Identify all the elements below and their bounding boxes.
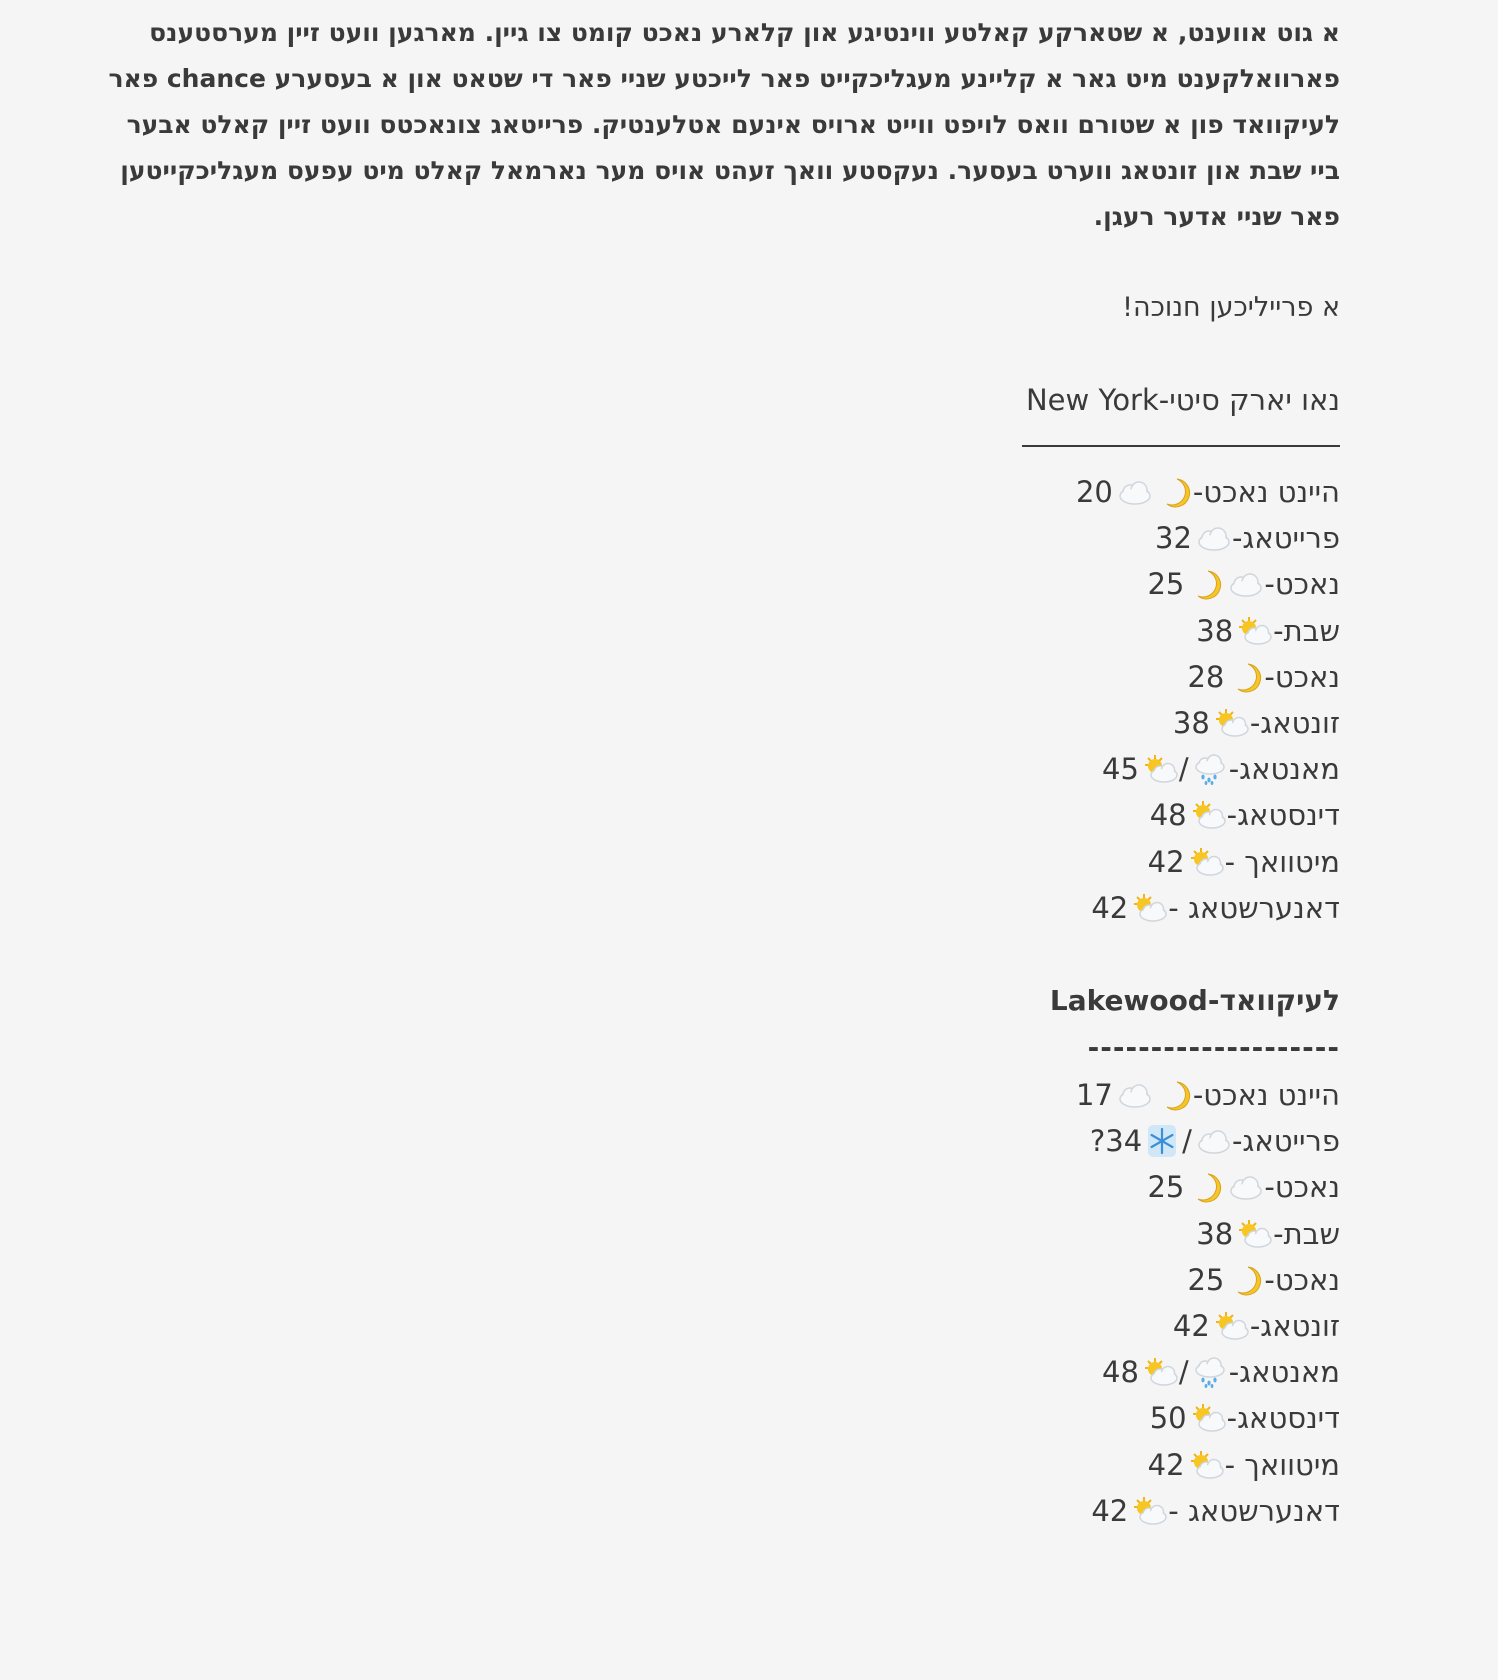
day-label: מיטוואך -	[1224, 844, 1340, 879]
day-label: נאכט-	[1264, 567, 1340, 602]
day-label: נאכט-	[1264, 1170, 1340, 1205]
moon-icon	[1153, 476, 1193, 508]
temperature: 42	[1091, 1493, 1129, 1528]
forecast-row	[1022, 839, 1340, 885]
sun-behind-cloud-icon	[1185, 846, 1225, 878]
temperature: 42	[1091, 890, 1129, 925]
lakewood-heading: לעיקוואד-Lakewood	[1049, 984, 1340, 1017]
forecast-row	[1050, 1442, 1340, 1488]
dashed-divider: --------------------	[1087, 1031, 1340, 1064]
sun-behind-cloud-icon	[1233, 1218, 1273, 1250]
day-label: פרייטאג-	[1231, 521, 1340, 556]
cloud-icon	[1192, 1125, 1232, 1157]
temperature: 50	[1149, 1401, 1187, 1436]
cloud-icon	[1192, 522, 1232, 554]
forecast-row	[1022, 608, 1340, 654]
temperature: 42	[1147, 844, 1185, 879]
sun-behind-cloud-icon	[1139, 753, 1179, 785]
forecast-row	[1050, 1257, 1340, 1303]
day-label: מיטוואך -	[1224, 1447, 1340, 1482]
day-label: זונטאג-	[1249, 705, 1340, 740]
forecast-row	[1022, 746, 1340, 792]
forecast-row	[1050, 1164, 1340, 1210]
day-label: דינסטאג-	[1226, 1401, 1340, 1436]
day-label: שבת-	[1273, 613, 1340, 648]
sun-behind-cloud-icon	[1210, 1310, 1250, 1342]
temperature: 38	[1196, 613, 1234, 648]
day-label: מאנטאג-	[1228, 752, 1340, 787]
forecast-row	[1022, 885, 1340, 931]
forecast-row	[1022, 515, 1340, 561]
day-label: דינסטאג-	[1226, 798, 1340, 833]
sun-behind-cloud-icon	[1128, 892, 1168, 924]
temperature: 17	[1075, 1078, 1113, 1112]
forecast-row	[1050, 1303, 1340, 1349]
temperature: 38	[1196, 1216, 1234, 1251]
sun-behind-cloud-icon	[1128, 1495, 1168, 1527]
new-york-section	[1022, 377, 1340, 931]
forecast-row	[1022, 654, 1340, 700]
day-label: שבת-	[1273, 1216, 1340, 1251]
temperature: 45	[1102, 752, 1139, 787]
moon-icon	[1184, 1171, 1224, 1203]
solid-divider	[1022, 445, 1340, 447]
new-york-heading: נאו יארק סיטי-New York	[1025, 383, 1340, 417]
day-label: היינט נאכט-	[1192, 475, 1340, 509]
day-label: פרייטאג-	[1231, 1124, 1340, 1159]
rain-cloud-icon	[1189, 753, 1229, 785]
forecast-row	[1022, 469, 1340, 515]
temperature: 32	[1155, 521, 1192, 556]
forecast-row	[1050, 1395, 1340, 1441]
slash-separator: /	[1178, 752, 1189, 787]
day-label: נאכט-	[1264, 659, 1340, 694]
lakewood-forecast-list	[1050, 1072, 1340, 1534]
rain-cloud-icon	[1189, 1356, 1229, 1388]
temperature: 25	[1147, 567, 1185, 602]
intro-paragraph: א גוט אווענט, א שטארקע קאלטע ווינטיגע און קלארע נאכט קומט צו גיין. מארגען וועט זיין מערסטענס פארוואלקענט מיט גאר א קליינע מעגליכקייט פאר לייכטע שניי פאר די שטאט און א בעסערע chance פאר לעיקוואד פון א שטורם וואס לויפט ווייט ארויס אינעם אטלענטיק. פרייטאג צונאכטס וועט זיין קאלט אבער ביי שבת און זונטאג ווערט בעסער. נעקסטע וואך זעהט אויס מער נארמאל קאלט מיט עפעס מעגליכקייטען פאר שניי אדער רעגן.	[108, 18, 1340, 231]
forecast-row	[1050, 1211, 1340, 1257]
cloud-icon	[1224, 568, 1264, 600]
lakewood-section	[1050, 978, 1340, 1534]
new-york-forecast-list	[1022, 469, 1340, 931]
forecast-row	[1022, 700, 1340, 746]
temperature: 28	[1187, 659, 1225, 694]
greeting: א פרייליכען חנוכה!	[1122, 292, 1340, 323]
moon-icon	[1153, 1079, 1193, 1111]
temperature: 42	[1147, 1447, 1185, 1482]
moon-icon	[1224, 661, 1264, 693]
moon-icon	[1184, 568, 1224, 600]
cloud-icon	[1113, 476, 1153, 508]
forecast-row	[1022, 792, 1340, 838]
day-label: היינט נאכט-	[1192, 1078, 1340, 1112]
cloud-icon	[1224, 1171, 1264, 1203]
forecast-row	[1050, 1072, 1340, 1118]
cloud-icon	[1113, 1079, 1153, 1111]
slash-separator: /	[1182, 1124, 1192, 1159]
temperature: 25	[1147, 1170, 1185, 1205]
temperature: 42	[1172, 1308, 1210, 1343]
day-label: מאנטאג-	[1228, 1355, 1340, 1390]
day-label: דאנערשטאג -	[1168, 890, 1340, 925]
temperature: 34?	[1089, 1124, 1143, 1159]
sun-behind-cloud-icon	[1185, 1449, 1225, 1481]
forecast-row	[1050, 1349, 1340, 1395]
moon-icon	[1224, 1264, 1264, 1296]
sun-behind-cloud-icon	[1233, 615, 1273, 647]
forecast-row	[1050, 1118, 1340, 1164]
temperature: 48	[1149, 798, 1187, 833]
temperature: 48	[1102, 1355, 1139, 1390]
day-label: דאנערשטאג -	[1168, 1493, 1340, 1528]
temperature: 25	[1187, 1262, 1225, 1297]
day-label: נאכט-	[1264, 1262, 1340, 1297]
sun-behind-cloud-icon	[1187, 799, 1227, 831]
temperature: 20	[1075, 475, 1113, 509]
forecast-row	[1050, 1488, 1340, 1534]
sun-behind-cloud-icon	[1187, 1402, 1227, 1434]
temperature: 38	[1172, 705, 1210, 740]
sun-behind-cloud-icon	[1139, 1356, 1179, 1388]
day-label: זונטאג-	[1249, 1308, 1340, 1343]
slash-separator: /	[1178, 1355, 1189, 1390]
snowflake-icon	[1142, 1125, 1182, 1157]
forecast-row	[1022, 561, 1340, 607]
sun-behind-cloud-icon	[1210, 707, 1250, 739]
